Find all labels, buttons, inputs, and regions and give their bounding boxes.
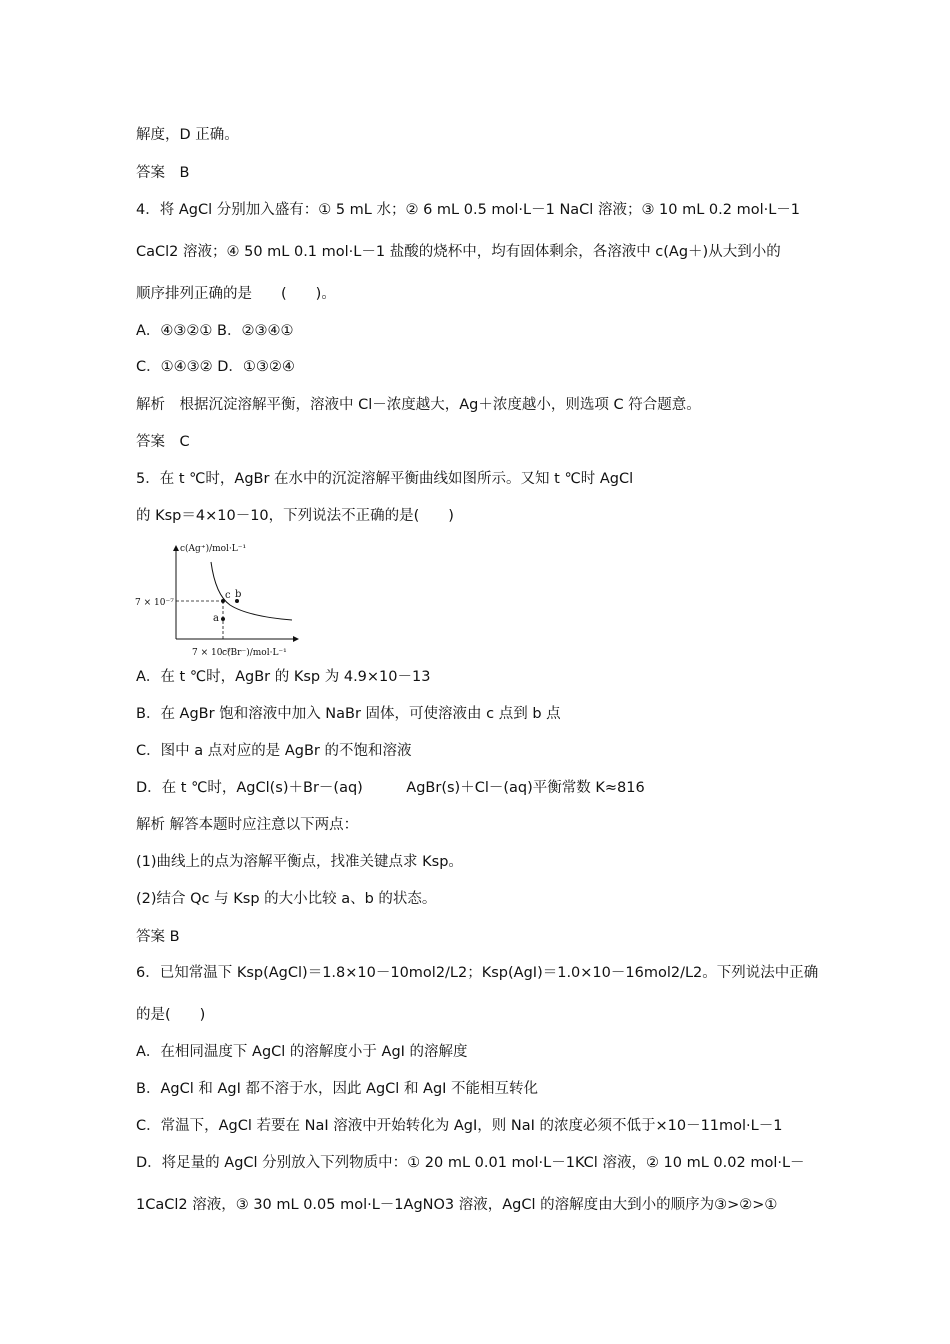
question-4-line: CaCl2 溶液；④ 50 mL 0.1 mol·L－1 盐酸的烧杯中，均有固体剩余，各溶液中 c(Ag＋)从大到小的: [136, 244, 781, 260]
answer-line: 答案 B: [136, 929, 180, 945]
answer-line: 答案 B: [136, 165, 190, 181]
y-axis-label: c(Ag⁺)/mol·L⁻¹: [180, 544, 247, 554]
text-line: 解度，D 正确。: [136, 127, 239, 143]
point-a-label: a: [213, 613, 219, 624]
question-5-line: 5．在 t ℃时，AgBr 在水中的沉淀溶解平衡曲线如图所示。又知 t ℃时 AgCl: [136, 471, 634, 487]
analysis-line: (2)结合 Qc 与 Ksp 的大小比较 a、b 的状态。: [136, 891, 437, 907]
option-line: C．常温下，AgCl 若要在 NaI 溶液中开始转化为 AgI，则 NaI 的浓度必须不低于×10－11mol·L－1: [136, 1118, 783, 1134]
option-line: C．①④③② D．①③②④: [136, 359, 295, 375]
question-6-line: 的是( ): [136, 1007, 206, 1023]
answer-line: 答案 C: [136, 434, 190, 450]
point-a-marker: [221, 617, 225, 621]
question-4-line: 4．将 AgCl 分别加入盛有：① 5 mL 水；② 6 mL 0.5 mol·L－1 NaCl 溶液；③ 10 mL 0.2 mol·L－1: [136, 202, 801, 218]
analysis-line: 解析 根据沉淀溶解平衡，溶液中 Cl－浓度越大，Ag＋浓度越小，则选项 C 符合题意。: [136, 397, 701, 413]
y-tick-label: 7 × 10⁻⁷: [135, 598, 174, 608]
analysis-line: 解析 解答本题时应注意以下两点：: [136, 817, 359, 833]
option-line: B．在 AgBr 饱和溶液中加入 NaBr 固体，可使溶液由 c 点到 b 点: [136, 706, 561, 722]
question-4-line: 顺序排列正确的是 ( )。: [136, 286, 336, 302]
question-6-line: 6．已知常温下 Ksp(AgCl)＝1.8×10－10mol2/L2；Ksp(AgI)＝1.0×10－16mol2/L2。下列说法中正确: [136, 965, 819, 981]
option-line: C．图中 a 点对应的是 AgBr 的不饱和溶液: [136, 743, 412, 759]
solubility-curve-figure: [134, 538, 304, 662]
option-line: A．在相同温度下 AgCl 的溶解度小于 AgI 的溶解度: [136, 1044, 468, 1060]
question-5-line: 的 Ksp＝4×10－10，下列说法不正确的是( ): [136, 508, 454, 524]
option-line: B．AgCl 和 AgI 都不溶于水，因此 AgCl 和 AgI 不能相互转化: [136, 1081, 539, 1097]
option-line: A．在 t ℃时，AgBr 的 Ksp 为 4.9×10－13: [136, 669, 431, 685]
option-line: A．④③②① B．②③④①: [136, 323, 294, 339]
analysis-line: (1)曲线上的点为溶解平衡点，找准关键点求 Ksp。: [136, 854, 463, 870]
x-tick-label: 7 × 10⁻⁷: [192, 648, 231, 658]
point-c-label: c: [225, 590, 231, 601]
option-line: D．在 t ℃时，AgCl(s)＋Br－(aq) AgBr(s)＋Cl－(aq)平衡常数 K≈816: [136, 780, 645, 796]
option-line: 1CaCl2 溶液，③ 30 mL 0.05 mol·L－1AgNO3 溶液，AgCl 的溶解度由大到小的顺序为③>②>①: [136, 1197, 778, 1213]
point-b-label: b: [235, 589, 242, 600]
option-line: D．将足量的 AgCl 分别放入下列物质中：① 20 mL 0.01 mol·L－1KCl 溶液，② 10 mL 0.02 mol·L－: [136, 1155, 805, 1171]
x-axis-label: c(Br⁻)/mol·L⁻¹: [222, 648, 287, 658]
